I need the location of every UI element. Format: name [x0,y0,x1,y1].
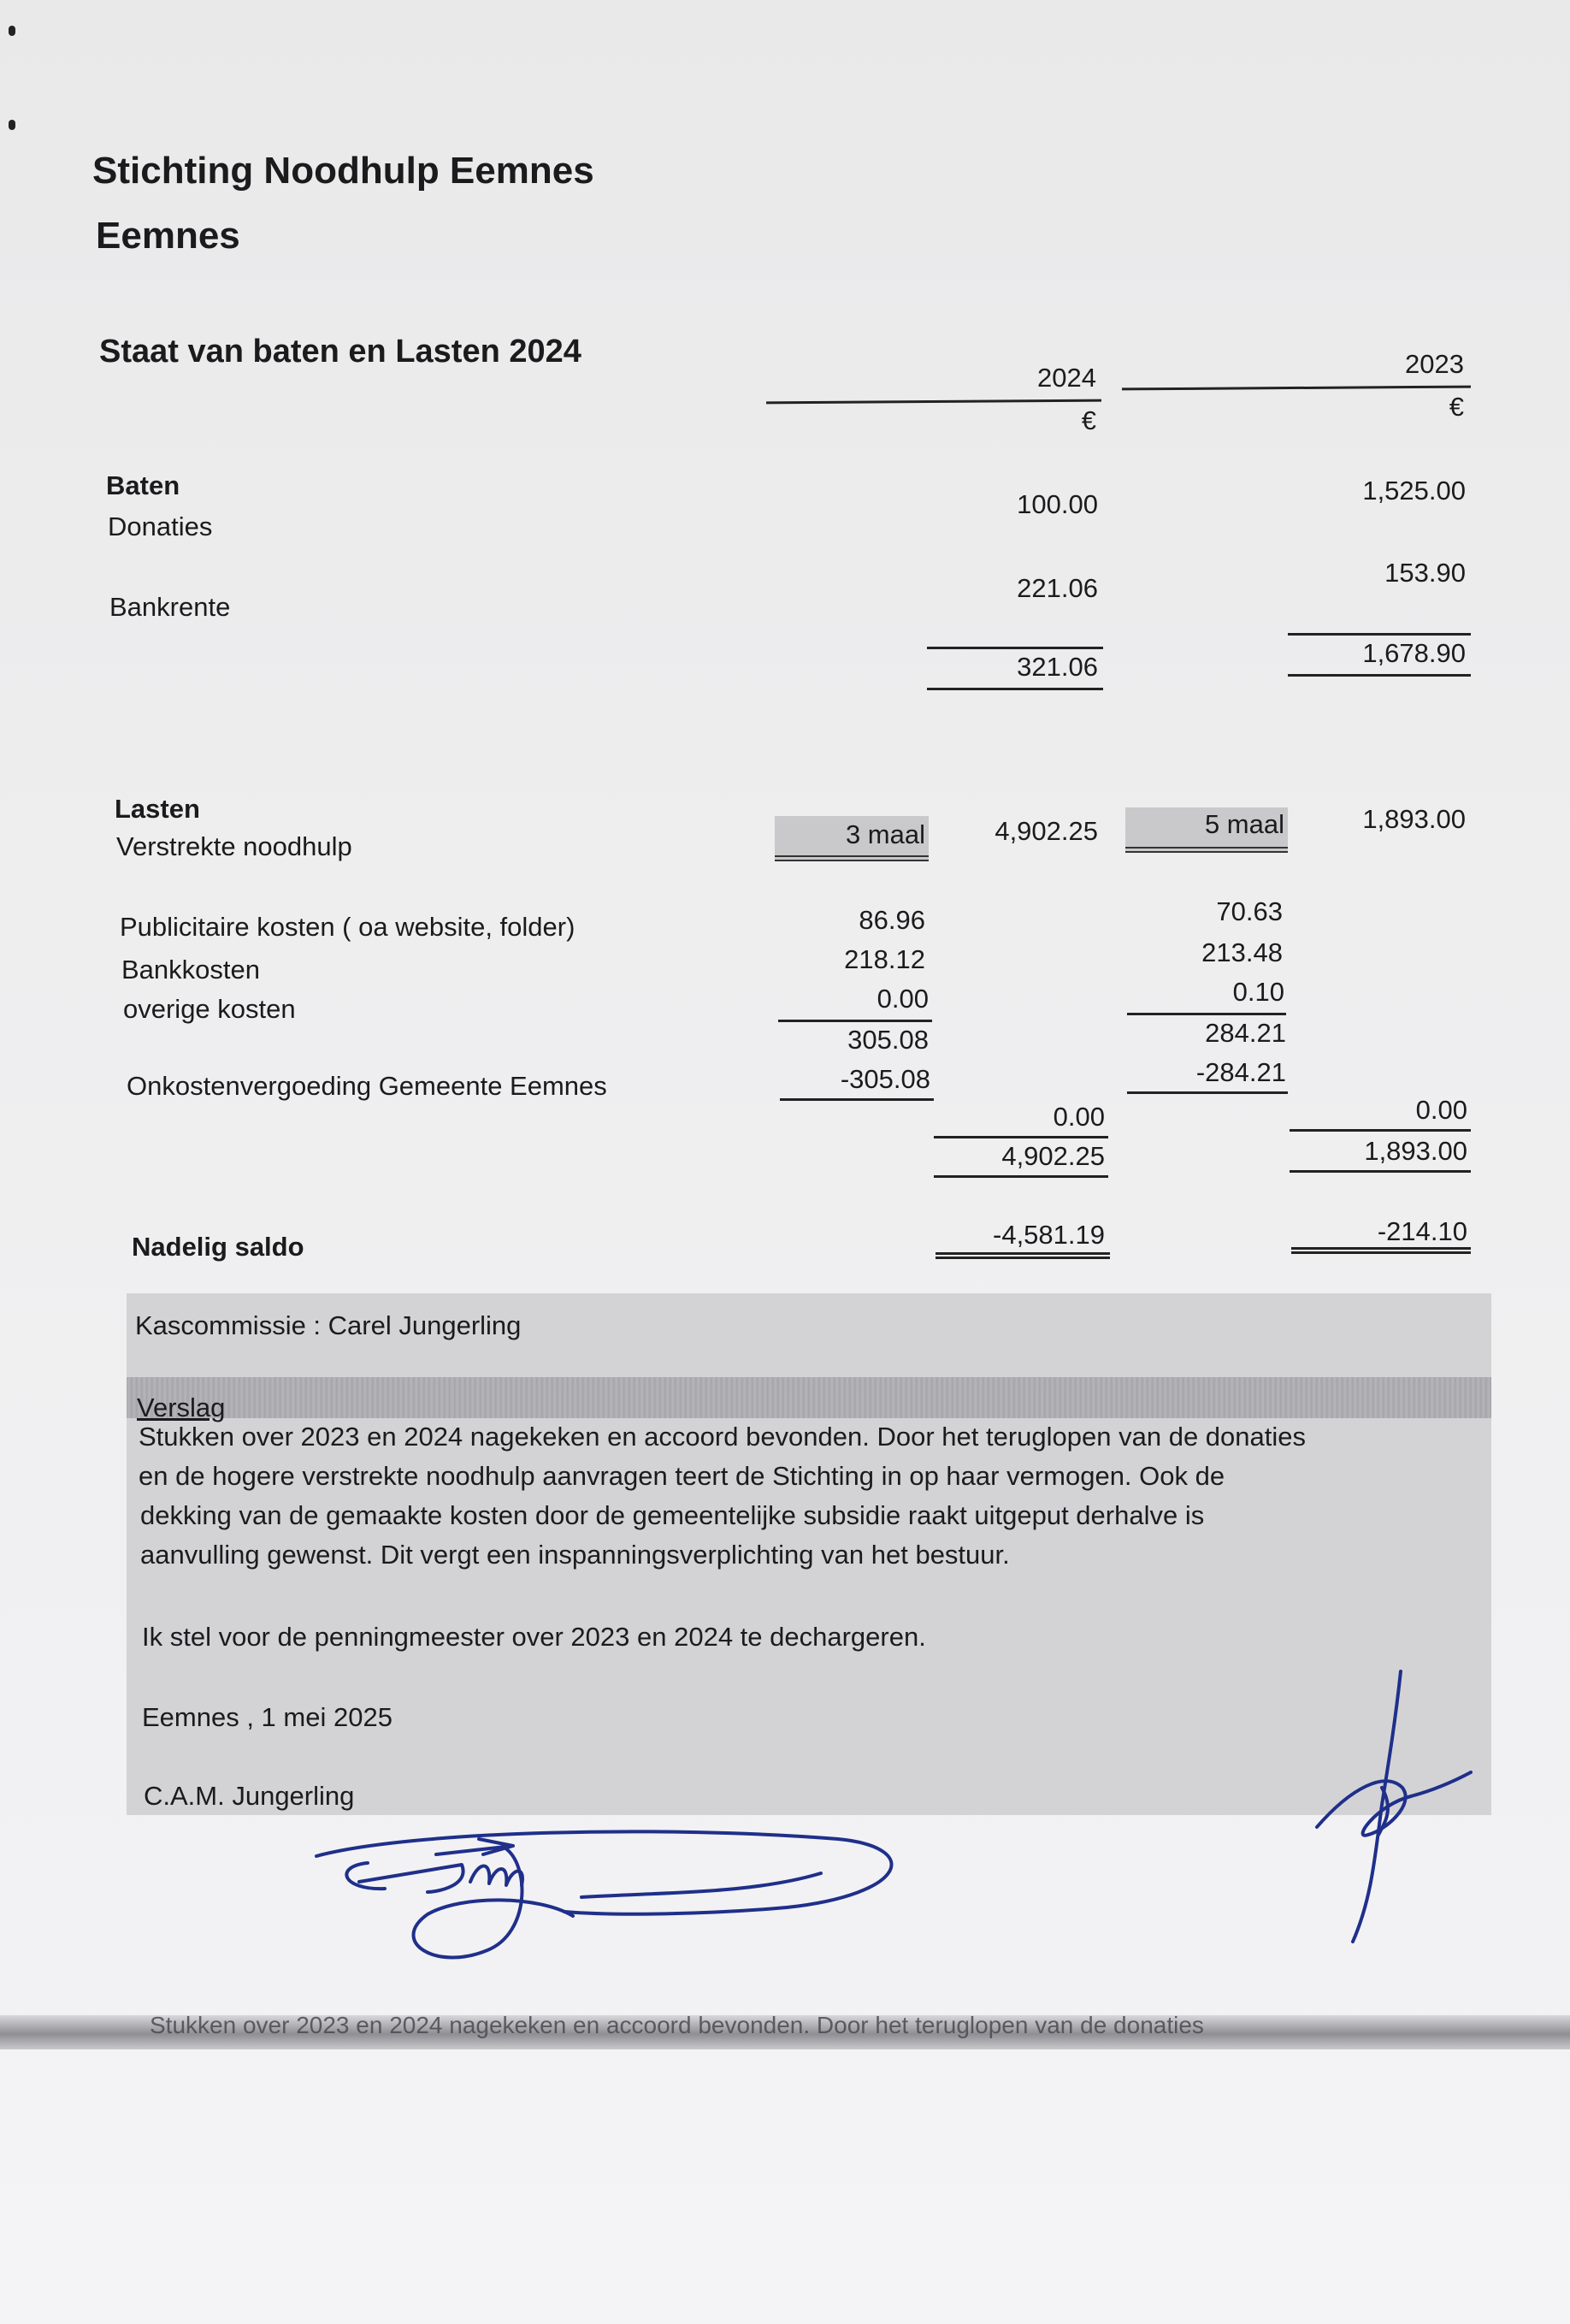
overige-2024: 0.00 [876,984,929,1014]
onkosten-2024: -305.08 [840,1064,930,1094]
publicitaire-2024: 86.96 [859,905,925,935]
saldo-label: Nadelig saldo [132,1232,304,1262]
overige-label: overige kosten [123,994,296,1024]
verslag-line-3: dekking van de gemaakte kosten door de gemeentelijke subsidie raakt uitgeput derhalve is [140,1500,1205,1530]
lasten-total-rule-2024 [934,1175,1108,1178]
bankrente-label: Bankrente [109,592,231,622]
handwritten-signature-jungerling [308,1813,924,1984]
bankkosten-2024: 218.12 [844,944,925,974]
lasten-total-2024: 4,902.25 [1001,1141,1105,1171]
baten-total-rule-2024 [927,688,1103,690]
lasten-heading: Lasten [115,794,200,824]
statement-title: Staat van baten en Lasten 2024 [99,334,581,370]
bankrente-2024: 221.06 [1017,573,1098,603]
organization-place: Eemnes [96,215,240,257]
column-rule-2024 [766,399,1101,405]
saldo-double-rule-2023 [1291,1247,1471,1254]
scan-speck [9,26,15,36]
saldo-double-rule-2024 [936,1252,1110,1259]
overige-2023: 0.10 [1232,977,1284,1007]
onkosten-label: Onkostenvergoeding Gemeente Eemnes [127,1071,607,1101]
donaties-2024: 100.00 [1017,489,1098,519]
noodhulp-label: Verstrekte noodhulp [116,831,352,861]
onkosten-rule-2023 [1127,1091,1288,1094]
lasten-sum-rule-2023 [1290,1129,1471,1132]
verslag-heading: Verslag [137,1393,226,1422]
kosten-sum-rule-2023 [1127,1013,1286,1015]
column-rule-2023 [1122,386,1471,391]
publicitaire-2023: 70.63 [1216,896,1283,926]
publicitaire-label: Publicitaire kosten ( oa website, folder) [120,912,575,942]
kosten-subtotal-2024: 305.08 [847,1025,929,1055]
bleed-through-text: Stukken over 2023 en 2024 nagekeken en accoord bevonden. Door het teruglopen van de donaties [150,2012,1204,2038]
donaties-label: Donaties [108,512,213,541]
scan-speck [9,120,15,130]
column-year-2023: 2023 [1405,349,1464,379]
verslag-line-1: Stukken over 2023 en 2024 nagekeken en accoord bevonden. Door het teruglopen van de donaties [139,1422,1307,1452]
onkosten-rule-2024 [780,1098,934,1101]
noodhulp-2023: 1,893.00 [1362,804,1466,834]
baten-total-rule-2023 [1288,674,1471,677]
bankrente-2023: 153.90 [1384,558,1466,588]
baten-sum-rule-2024 [927,647,1103,649]
onkosten-2023: -284.21 [1195,1057,1286,1087]
handwritten-signature-approval [1300,1659,1488,1950]
noodhulp-count-2024: 3 maal [845,819,925,849]
proposal-line: Ik stel voor de penningmeester over 2023 en 2024 te dechargeren. [142,1622,926,1652]
donaties-2023: 1,525.00 [1362,476,1466,506]
lasten-total-2023: 1,893.00 [1364,1136,1467,1166]
noodhulp-count-2023: 5 maal [1204,809,1284,839]
netto-kosten-2023: 0.00 [1415,1095,1467,1125]
lasten-sum-rule-2024 [934,1136,1108,1138]
verslag-line-4: aanvulling gewenst. Dit vergt een inspanningsverplichting van het bestuur. [140,1540,1010,1570]
kosten-subtotal-2023: 284.21 [1205,1018,1286,1048]
baten-heading: Baten [106,470,180,500]
verslag-line-2: en de hogere verstrekte noodhulp aanvragen teert de Stichting in op haar vermogen. Ook de [139,1461,1225,1491]
organization-name: Stichting Noodhulp Eemnes [92,150,594,192]
saldo-2023: -214.10 [1377,1216,1467,1246]
bankkosten-label: Bankkosten [121,955,260,985]
saldo-2024: -4,581.19 [993,1220,1105,1250]
baten-sum-rule-2023 [1288,633,1471,636]
bankkosten-2023: 213.48 [1201,937,1283,967]
column-year-2024: 2024 [1037,363,1096,393]
currency-2023: € [1449,392,1464,422]
date-line: Eemnes , 1 mei 2025 [142,1702,392,1732]
verslag-bar [127,1377,1491,1418]
netto-kosten-2024: 0.00 [1053,1102,1105,1132]
baten-total-2024: 321.06 [1017,652,1098,682]
kosten-sum-rule-2024 [778,1020,932,1022]
kascommissie-line: Kascommissie : Carel Jungerling [135,1310,522,1340]
currency-2024: € [1081,405,1096,435]
signatory-name: C.A.M. Jungerling [144,1781,355,1811]
baten-total-2023: 1,678.90 [1362,638,1466,668]
noodhulp-2024: 4,902.25 [995,816,1098,846]
lasten-total-rule-2023 [1290,1170,1471,1173]
